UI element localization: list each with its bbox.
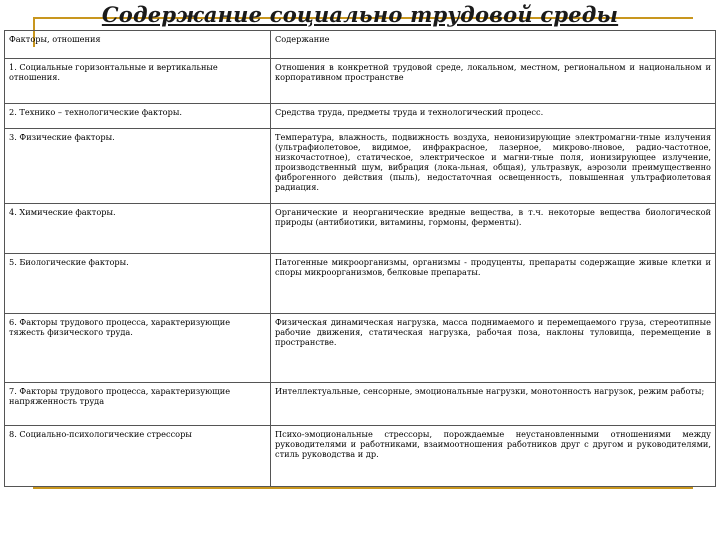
factors-table <box>4 30 716 487</box>
bottom-accent-line <box>33 487 693 489</box>
table-row <box>5 426 716 487</box>
factor-cell: 8. Социально-психологические стрессоры <box>5 426 271 487</box>
header-content: Содержание <box>271 31 716 59</box>
content-cell: Температура, влажность, подвижность воздуха, неионизирующие электромагни-тные излучения (ультрафиолетовое, видимое, инфракрасное, лазерное, микрово-лновое, радио-частотное, низкочастотное), статическое, электрическое и магни-тные поля, ионизирующее излучение, производственный шум, вибрация (лока-льная, общая), ультразвук, аэрозоли преимущественно фиброгенного действия (пыль), недостаточная освещенность, повышенная ультрафиолетовая радиация. <box>271 129 716 204</box>
factor-cell: 7. Факторы трудового процесса, характеризующие напряженность труда <box>5 383 271 426</box>
table-row <box>5 254 716 314</box>
content-cell: Патогенные микроорганизмы, организмы - продуценты, препараты содержащие живые клетки и споры микроорганизмов, белковые препараты. <box>271 254 716 314</box>
factor-cell: 5. Биологические факторы. <box>5 254 271 314</box>
content-cell: Интеллектуальные, сенсорные, эмоциональные нагрузки, монотонность нагрузок, режим работы; <box>271 383 716 426</box>
table-header-row <box>5 31 716 59</box>
page-title: Содержание социально трудовой среды <box>101 2 619 27</box>
content-cell: Физическая динамическая нагрузка, масса поднимаемого и перемещаемого груза, стереотипные рабочие движения, статическая нагрузка, рабочая поза, наклоны туловища, перемещение в пространстве. <box>271 314 716 383</box>
table-row <box>5 314 716 383</box>
content-cell: Средства труда, предметы труда и технологический процесс. <box>271 104 716 129</box>
factor-cell: 2. Технико – технологические факторы. <box>5 104 271 129</box>
table-row <box>5 204 716 254</box>
factor-cell: 4. Химические факторы. <box>5 204 271 254</box>
factor-cell: 6. Факторы трудового процесса, характеризующие тяжесть физического труда. <box>5 314 271 383</box>
content-cell: Органические и неорганические вредные вещества, в т.ч. некоторые вещества биологической природы (антибиотики, витамины, гормоны, ферменты). <box>271 204 716 254</box>
header-factors: Факторы, отношения <box>5 31 271 59</box>
table-row <box>5 129 716 204</box>
table-row <box>5 383 716 426</box>
content-cell: Психо-эмоциональные стрессоры, порождаемые неустановленными отношениями между руководителями и работниками, взаимоотношения работников друг с другом и руководителями, стиль руководства и др. <box>271 426 716 487</box>
factor-cell: 1. Социальные горизонтальные и вертикальные отношения. <box>5 59 271 104</box>
content-cell: Отношения в конкретной трудовой среде, локальном, местном, региональном и национальном и корпоративном пространстве <box>271 59 716 104</box>
table-row <box>5 104 716 129</box>
factor-cell: 3. Физические факторы. <box>5 129 271 204</box>
table-row <box>5 59 716 104</box>
